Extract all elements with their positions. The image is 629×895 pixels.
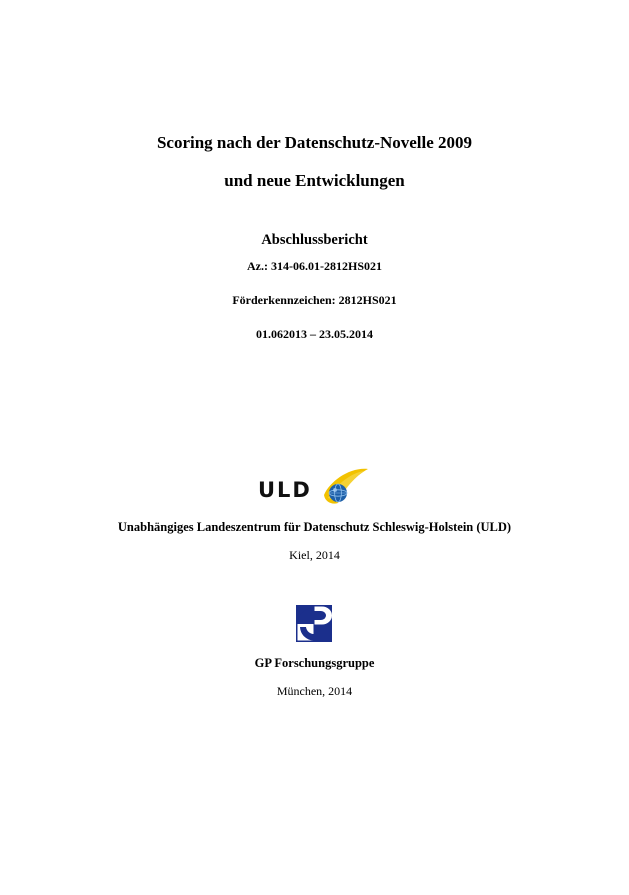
- uld-globe-icon: [329, 484, 347, 502]
- gp-place-year: München, 2014: [276, 684, 353, 698]
- report-type: Abschlussbericht: [261, 232, 368, 248]
- uld-logo: [258, 465, 370, 507]
- reference-number: Az.: 314-06.01-2812HS021: [247, 259, 382, 273]
- report-title-line-2: und neue Entwicklungen: [224, 171, 405, 190]
- gp-logo-icon: [296, 605, 332, 642]
- project-period: 01.062013 – 23.05.2014: [256, 327, 373, 341]
- report-title-line-1: Scoring nach der Datenschutz-Novelle 2009: [156, 133, 473, 152]
- gp-organization-name: GP Forschungsgruppe: [254, 656, 375, 670]
- uld-swoosh-icon: [324, 469, 368, 504]
- uld-place-year: Kiel, 2014: [289, 548, 340, 562]
- uld-organization-name: Unabhängiges Landeszentrum für Datenschutz Schleswig-Holstein (ULD): [117, 520, 512, 534]
- funding-code: Förderkennzeichen: 2812HS021: [232, 293, 397, 307]
- uld-logo-text: ULD: [258, 478, 312, 502]
